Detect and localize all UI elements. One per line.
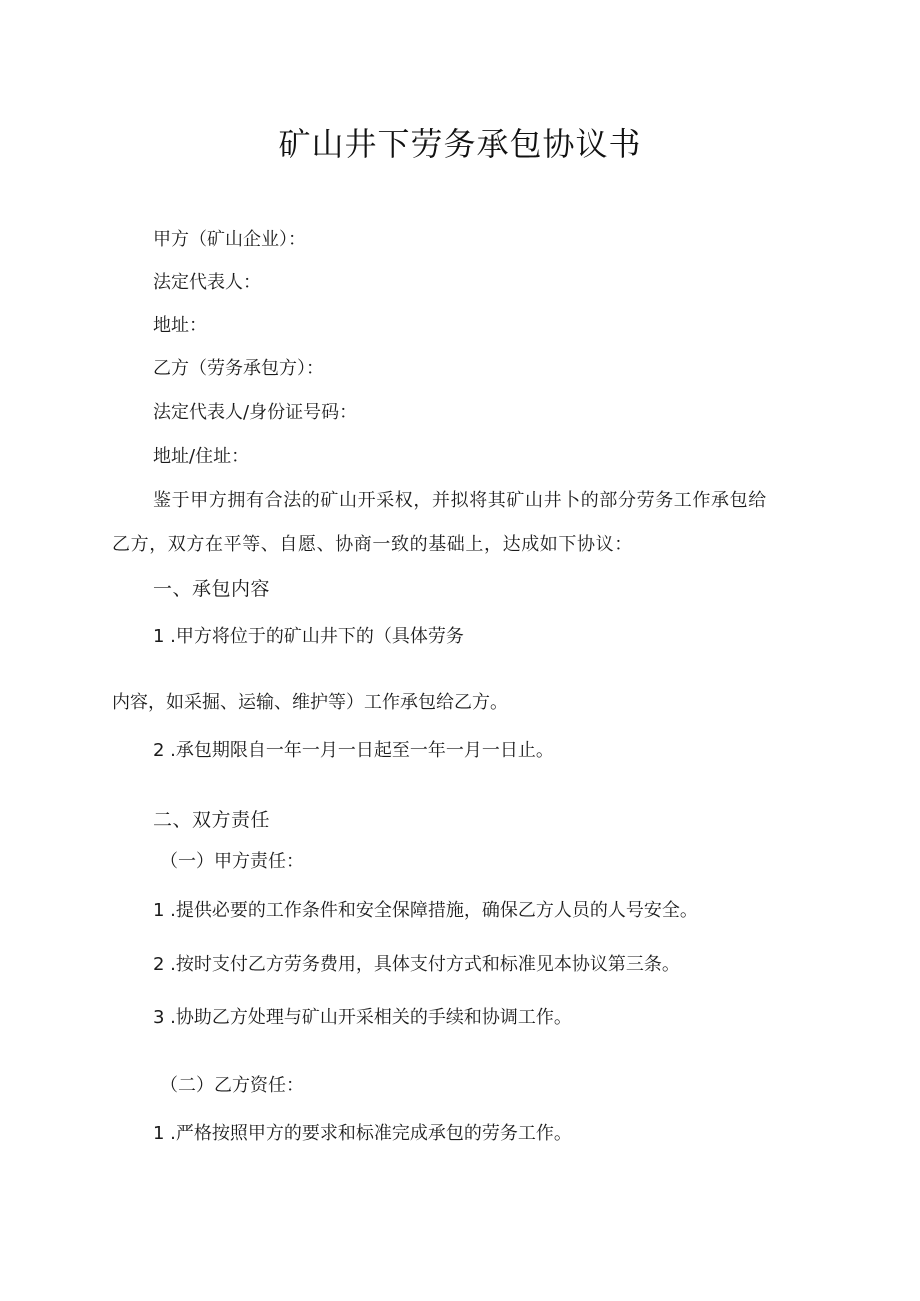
- party-a-responsibility-1: 1 .提供必要的工作条件和安全保障措施，确保乙方人员的人号安全。: [153, 900, 698, 921]
- party-a-rep-label: 法定代表人：: [153, 272, 261, 293]
- party-b-responsibility-1: 1 .严格按照甲方的要求和标准完成承包的劳务工作。: [153, 1123, 572, 1144]
- section-2-heading: 二、双方责任: [153, 809, 271, 831]
- preamble-line-1: 鉴于甲方拥有合法的矿山开采权，并拟将其矿山井卜的部分劳务工作承包给: [153, 490, 767, 511]
- party-a-responsibility-2: 2 .按时支付乙方劳务费用，具体支付方式和标准见本协议第三条。: [153, 954, 680, 975]
- section-1-item-1-line-1: 1 .甲方将位于的矿山井下的（具体劳务: [153, 626, 464, 647]
- party-a-address-label: 地址：: [153, 315, 207, 336]
- party-a-responsibility-3: 3 .协助乙方处理与矿山开采相关的手续和协调工作。: [153, 1007, 572, 1028]
- document-title: 矿山井下劳务承包协议书: [278, 125, 642, 163]
- section-1-item-1-line-2: 内容，如采掘、运输、维护等）工作承包给乙方。: [112, 692, 508, 713]
- party-a-responsibilities-subheading: （一）甲方责任：: [160, 851, 304, 872]
- party-a-label: 甲方（矿山企业）：: [153, 229, 306, 250]
- party-b-responsibilities-subheading: （二）乙方资任：: [160, 1075, 304, 1096]
- section-1-item-2: 2 .承包期限自一年一月一日起至一年一月一日止。: [153, 740, 554, 761]
- party-b-rep-label: 法定代表人/身份证号码：: [153, 402, 358, 423]
- preamble-line-2: 乙方，双方在平等、自愿、协商一致的基础上，达成如下协议：: [112, 534, 633, 555]
- party-b-address-label: 地址/住址：: [153, 446, 250, 467]
- party-b-label: 乙方（劳务承包方）：: [153, 358, 324, 379]
- section-1-heading: 一、承包内容: [153, 578, 271, 600]
